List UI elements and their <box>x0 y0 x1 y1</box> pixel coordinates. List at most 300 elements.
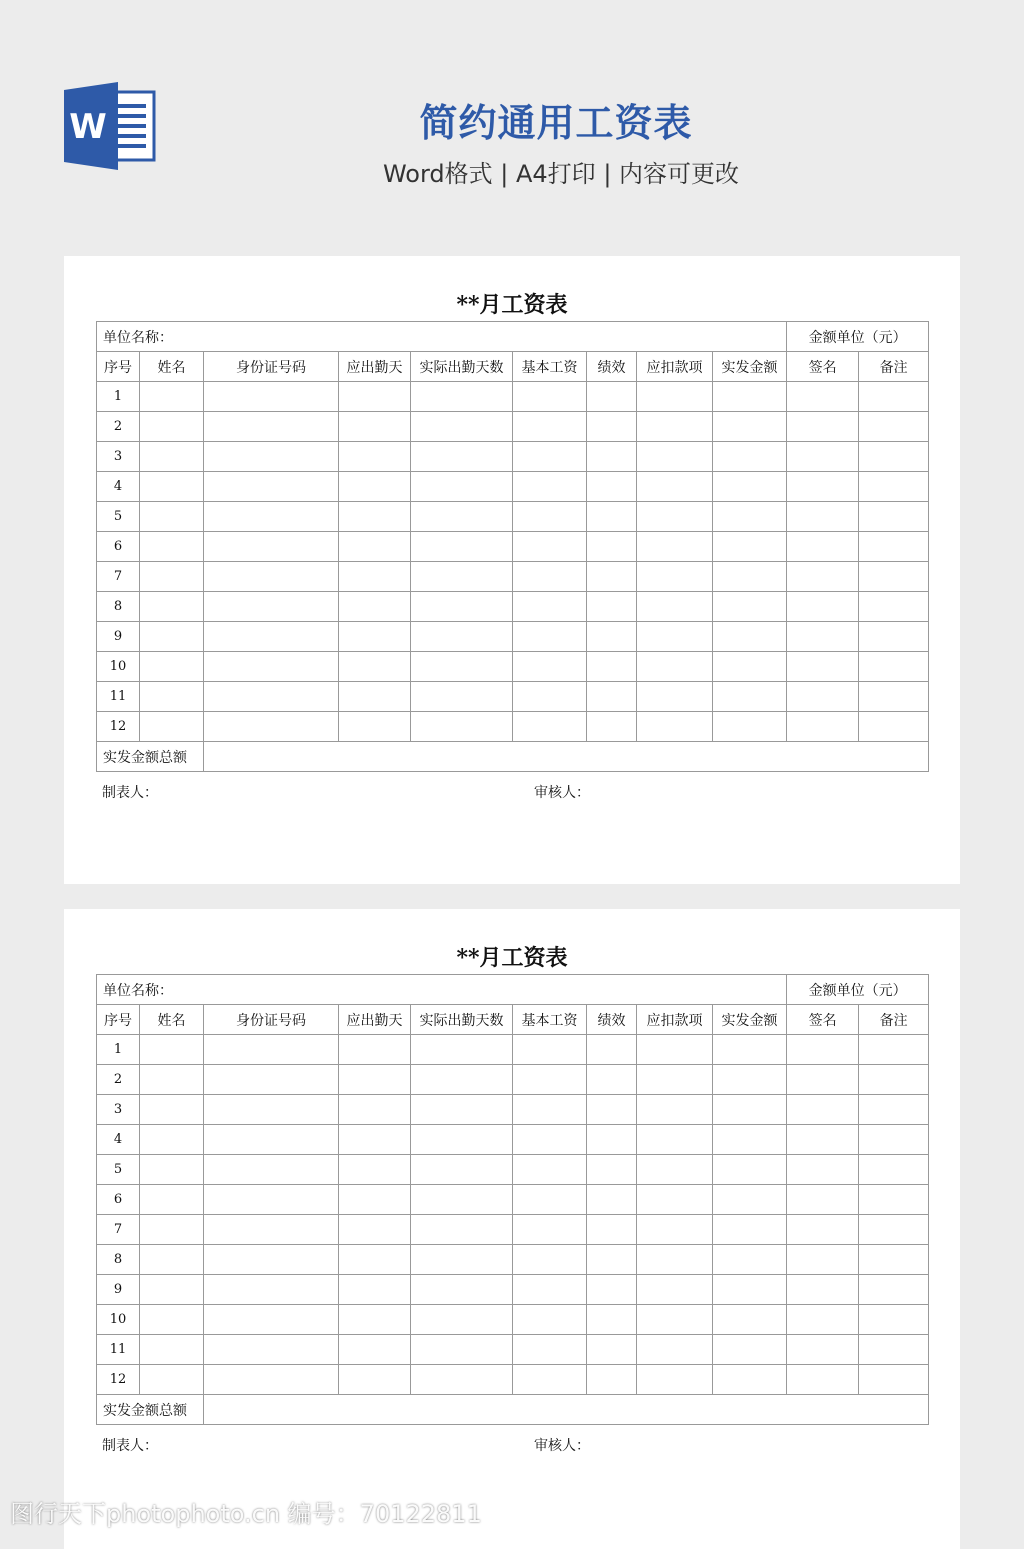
table-row <box>97 1095 929 1125</box>
table-cell[interactable] <box>411 622 513 652</box>
total-value-cell[interactable] <box>204 742 929 772</box>
table-cell[interactable] <box>859 1095 929 1125</box>
table-cell[interactable] <box>859 442 929 472</box>
table-cell[interactable] <box>587 412 637 442</box>
table-row <box>97 1365 929 1395</box>
table-cell[interactable] <box>859 1155 929 1185</box>
table-cell[interactable] <box>513 592 587 622</box>
table-cell[interactable] <box>713 1305 787 1335</box>
table-cell[interactable] <box>204 1155 339 1185</box>
table-cell[interactable] <box>587 502 637 532</box>
table-cell[interactable] <box>787 562 859 592</box>
table-cell[interactable] <box>787 1365 859 1395</box>
table-cell[interactable] <box>140 712 204 742</box>
table-cell[interactable] <box>713 1365 787 1395</box>
table-cell[interactable] <box>637 532 713 562</box>
table-cell[interactable] <box>204 712 339 742</box>
table-row <box>97 682 929 712</box>
table-cell[interactable] <box>637 412 713 442</box>
table-cell[interactable] <box>787 1245 859 1275</box>
column-header: 绩效 <box>587 352 637 382</box>
table-cell[interactable] <box>587 652 637 682</box>
unit-name-label: 单位名称： <box>97 322 787 352</box>
table-cell[interactable] <box>411 382 513 412</box>
table-cell[interactable] <box>587 1245 637 1275</box>
table-cell[interactable] <box>204 502 339 532</box>
table-cell[interactable] <box>713 1065 787 1095</box>
table-cell[interactable] <box>204 592 339 622</box>
column-header: 实际出勤天数 <box>411 352 513 382</box>
table-cell[interactable] <box>513 1245 587 1275</box>
table-cell[interactable] <box>713 1245 787 1275</box>
table-cell[interactable] <box>637 442 713 472</box>
table-cell[interactable] <box>859 1125 929 1155</box>
table-cell[interactable] <box>204 682 339 712</box>
table-cell[interactable] <box>637 592 713 622</box>
table-cell[interactable] <box>587 712 637 742</box>
table-cell[interactable] <box>859 712 929 742</box>
table-cell[interactable] <box>140 1065 204 1095</box>
table-cell[interactable] <box>587 592 637 622</box>
table-cell[interactable] <box>204 1185 339 1215</box>
table-cell[interactable] <box>713 532 787 562</box>
table-cell[interactable] <box>787 1335 859 1365</box>
table-row <box>97 592 929 622</box>
table-cell[interactable] <box>513 1125 587 1155</box>
table-cell[interactable] <box>140 622 204 652</box>
amount-unit-label: 金额单位（元） <box>787 322 929 352</box>
table-cell[interactable] <box>339 502 411 532</box>
table-cell[interactable] <box>859 502 929 532</box>
total-label: 实发金额总额 <box>97 742 204 772</box>
table-row <box>97 382 929 412</box>
sheet-title: **月工资表 <box>456 292 568 318</box>
table-cell[interactable] <box>787 682 859 712</box>
table-cell[interactable] <box>339 652 411 682</box>
table-cell[interactable] <box>411 712 513 742</box>
table-cell[interactable] <box>204 1335 339 1365</box>
table-cell[interactable] <box>787 712 859 742</box>
column-header: 签名 <box>787 1005 859 1035</box>
table-cell[interactable] <box>787 1215 859 1245</box>
table-cell[interactable] <box>859 652 929 682</box>
table-cell[interactable] <box>339 1125 411 1155</box>
row-number: 1 <box>97 382 140 412</box>
table-cell[interactable] <box>513 1275 587 1305</box>
table-cell[interactable] <box>587 382 637 412</box>
table-cell[interactable] <box>204 412 339 442</box>
table-cell[interactable] <box>411 1035 513 1065</box>
table-cell[interactable] <box>587 1125 637 1155</box>
table-cell[interactable] <box>339 1215 411 1245</box>
table-cell[interactable] <box>204 1125 339 1155</box>
table-cell[interactable] <box>204 1245 339 1275</box>
table-row <box>97 1155 929 1185</box>
table-cell[interactable] <box>513 382 587 412</box>
table-cell[interactable] <box>140 1335 204 1365</box>
table-cell[interactable] <box>140 412 204 442</box>
table-cell[interactable] <box>204 382 339 412</box>
table-cell[interactable] <box>140 1125 204 1155</box>
table-row <box>97 1035 929 1065</box>
table-cell[interactable] <box>411 1245 513 1275</box>
table-cell[interactable] <box>713 622 787 652</box>
table-cell[interactable] <box>411 412 513 442</box>
table-cell[interactable] <box>713 1275 787 1305</box>
table-cell[interactable] <box>513 1215 587 1245</box>
table-cell[interactable] <box>513 1305 587 1335</box>
table-cell[interactable] <box>411 1335 513 1365</box>
table-cell[interactable] <box>787 592 859 622</box>
table-cell[interactable] <box>859 682 929 712</box>
table-cell[interactable] <box>637 1185 713 1215</box>
table-cell[interactable] <box>411 1215 513 1245</box>
table-cell[interactable] <box>513 1335 587 1365</box>
table-cell[interactable] <box>140 1245 204 1275</box>
table-cell[interactable] <box>637 1245 713 1275</box>
table-cell[interactable] <box>140 562 204 592</box>
table-cell[interactable] <box>204 1215 339 1245</box>
table-cell[interactable] <box>859 1215 929 1245</box>
table-cell[interactable] <box>787 652 859 682</box>
table-cell[interactable] <box>339 592 411 622</box>
table-cell[interactable] <box>587 532 637 562</box>
table-cell[interactable] <box>339 622 411 652</box>
table-cell[interactable] <box>140 442 204 472</box>
table-row <box>97 1185 929 1215</box>
row-number: 5 <box>97 502 140 532</box>
svg-text:W: W <box>69 107 107 147</box>
table-cell[interactable] <box>587 1365 637 1395</box>
table-cell[interactable] <box>713 412 787 442</box>
table-cell[interactable] <box>411 532 513 562</box>
table-cell[interactable] <box>411 1275 513 1305</box>
table-cell[interactable] <box>411 472 513 502</box>
table-cell[interactable] <box>713 382 787 412</box>
table-cell[interactable] <box>140 382 204 412</box>
row-number: 7 <box>97 1215 140 1245</box>
table-cell[interactable] <box>140 502 204 532</box>
table-cell[interactable] <box>637 382 713 412</box>
column-header: 签名 <box>787 352 859 382</box>
table-cell[interactable] <box>513 412 587 442</box>
table-cell[interactable] <box>513 1155 587 1185</box>
table-cell[interactable] <box>787 382 859 412</box>
table-cell[interactable] <box>513 472 587 502</box>
table-cell[interactable] <box>587 1215 637 1245</box>
table-cell[interactable] <box>513 1095 587 1125</box>
table-cell[interactable] <box>859 1335 929 1365</box>
column-header-row <box>97 352 929 382</box>
table-cell[interactable] <box>204 1065 339 1095</box>
table-cell[interactable] <box>713 682 787 712</box>
table-cell[interactable] <box>204 1305 339 1335</box>
column-header: 基本工资 <box>513 352 587 382</box>
table-cell[interactable] <box>140 682 204 712</box>
table-cell[interactable] <box>637 1335 713 1365</box>
table-cell[interactable] <box>859 1185 929 1215</box>
page-title: 简约通用工资表 <box>419 101 693 145</box>
row-number: 1 <box>97 1035 140 1065</box>
table-cell[interactable] <box>787 1185 859 1215</box>
table-cell[interactable] <box>411 1185 513 1215</box>
table-cell[interactable] <box>339 1335 411 1365</box>
table-cell[interactable] <box>713 1125 787 1155</box>
table-cell[interactable] <box>204 652 339 682</box>
table-cell[interactable] <box>713 1215 787 1245</box>
table-cell[interactable] <box>859 382 929 412</box>
table-cell[interactable] <box>637 1065 713 1095</box>
table-cell[interactable] <box>787 1065 859 1095</box>
table-cell[interactable] <box>637 682 713 712</box>
table-cell[interactable] <box>339 712 411 742</box>
column-header-row <box>97 1005 929 1035</box>
table-cell[interactable] <box>411 682 513 712</box>
row-number: 6 <box>97 1185 140 1215</box>
table-cell[interactable] <box>411 1095 513 1125</box>
table-cell[interactable] <box>339 442 411 472</box>
table-cell[interactable] <box>339 382 411 412</box>
table-cell[interactable] <box>339 1095 411 1125</box>
table-cell[interactable] <box>587 1335 637 1365</box>
table-cell[interactable] <box>713 562 787 592</box>
row-number: 12 <box>97 1365 140 1395</box>
table-cell[interactable] <box>713 1035 787 1065</box>
row-number: 8 <box>97 592 140 622</box>
table-cell[interactable] <box>140 592 204 622</box>
row-number: 4 <box>97 1125 140 1155</box>
table-cell[interactable] <box>787 1275 859 1305</box>
table-cell[interactable] <box>859 1365 929 1395</box>
table-cell[interactable] <box>637 652 713 682</box>
table-cell[interactable] <box>859 472 929 502</box>
table-cell[interactable] <box>411 1305 513 1335</box>
table-cell[interactable] <box>859 1035 929 1065</box>
table-cell[interactable] <box>859 562 929 592</box>
table-cell[interactable] <box>587 622 637 652</box>
table-cell[interactable] <box>204 472 339 502</box>
table-cell[interactable] <box>637 472 713 502</box>
table-cell[interactable] <box>637 1155 713 1185</box>
table-cell[interactable] <box>859 1275 929 1305</box>
table-cell[interactable] <box>140 1035 204 1065</box>
table-cell[interactable] <box>140 1095 204 1125</box>
table-cell[interactable] <box>339 682 411 712</box>
table-cell[interactable] <box>859 1245 929 1275</box>
table-cell[interactable] <box>411 502 513 532</box>
table-cell[interactable] <box>339 1185 411 1215</box>
table-cell[interactable] <box>411 592 513 622</box>
table-cell[interactable] <box>637 712 713 742</box>
table-cell[interactable] <box>787 532 859 562</box>
table-cell[interactable] <box>140 472 204 502</box>
table-cell[interactable] <box>339 412 411 442</box>
table-cell[interactable] <box>140 1275 204 1305</box>
table-cell[interactable] <box>713 592 787 622</box>
table-cell[interactable] <box>787 472 859 502</box>
table-cell[interactable] <box>787 1155 859 1185</box>
total-value-cell[interactable] <box>204 1395 929 1425</box>
table-cell[interactable] <box>339 1305 411 1335</box>
table-cell[interactable] <box>411 1125 513 1155</box>
table-cell[interactable] <box>513 442 587 472</box>
table-cell[interactable] <box>513 712 587 742</box>
table-cell[interactable] <box>859 592 929 622</box>
table-cell[interactable] <box>637 1365 713 1395</box>
table-cell[interactable] <box>411 442 513 472</box>
table-row <box>97 1305 929 1335</box>
table-cell[interactable] <box>787 502 859 532</box>
table-cell[interactable] <box>637 622 713 652</box>
column-header: 应扣款项 <box>637 1005 713 1035</box>
column-header: 身份证号码 <box>204 1005 339 1035</box>
table-cell[interactable] <box>787 442 859 472</box>
table-row <box>97 1335 929 1365</box>
table-cell[interactable] <box>339 562 411 592</box>
table-cell[interactable] <box>587 682 637 712</box>
table-cell[interactable] <box>859 412 929 442</box>
table-cell[interactable] <box>204 1275 339 1305</box>
column-header: 基本工资 <box>513 1005 587 1035</box>
table-cell[interactable] <box>339 1245 411 1275</box>
table-cell[interactable] <box>140 1305 204 1335</box>
total-row <box>97 742 929 772</box>
column-header: 绩效 <box>587 1005 637 1035</box>
table-cell[interactable] <box>637 1095 713 1125</box>
table-cell[interactable] <box>140 1185 204 1215</box>
unit-row <box>97 975 929 1005</box>
table-cell[interactable] <box>713 712 787 742</box>
table-cell[interactable] <box>713 502 787 532</box>
table-cell[interactable] <box>587 442 637 472</box>
payroll-table <box>96 974 929 1425</box>
table-cell[interactable] <box>411 1155 513 1185</box>
amount-unit-label: 金额单位（元） <box>787 975 929 1005</box>
maker-label: 制表人： <box>102 785 158 801</box>
table-cell[interactable] <box>859 532 929 562</box>
table-cell[interactable] <box>787 1095 859 1125</box>
table-cell[interactable] <box>859 1305 929 1335</box>
table-cell[interactable] <box>339 1275 411 1305</box>
table-cell[interactable] <box>637 562 713 592</box>
table-row <box>97 442 929 472</box>
table-cell[interactable] <box>339 532 411 562</box>
table-cell[interactable] <box>713 652 787 682</box>
table-cell[interactable] <box>587 562 637 592</box>
table-cell[interactable] <box>587 1155 637 1185</box>
table-cell[interactable] <box>204 532 339 562</box>
table-cell[interactable] <box>140 1365 204 1395</box>
table-cell[interactable] <box>411 562 513 592</box>
row-number: 12 <box>97 712 140 742</box>
table-cell[interactable] <box>513 532 587 562</box>
table-cell[interactable] <box>787 622 859 652</box>
payroll-table <box>96 321 929 772</box>
column-header: 姓名 <box>140 1005 204 1035</box>
table-cell[interactable] <box>637 1275 713 1305</box>
table-cell[interactable] <box>713 442 787 472</box>
table-cell[interactable] <box>513 1065 587 1095</box>
table-cell[interactable] <box>339 1065 411 1095</box>
table-cell[interactable] <box>859 1065 929 1095</box>
unit-row <box>97 322 929 352</box>
table-row <box>97 562 929 592</box>
table-cell[interactable] <box>587 1035 637 1065</box>
table-cell[interactable] <box>637 1125 713 1155</box>
table-cell[interactable] <box>513 1185 587 1215</box>
table-cell[interactable] <box>587 472 637 502</box>
table-cell[interactable] <box>713 1155 787 1185</box>
table-cell[interactable] <box>411 1365 513 1395</box>
table-cell[interactable] <box>787 1305 859 1335</box>
table-cell[interactable] <box>787 1125 859 1155</box>
table-cell[interactable] <box>140 1155 204 1185</box>
table-cell[interactable] <box>587 1305 637 1335</box>
table-cell[interactable] <box>339 1365 411 1395</box>
table-row <box>97 502 929 532</box>
table-cell[interactable] <box>713 472 787 502</box>
table-cell[interactable] <box>587 1275 637 1305</box>
table-cell[interactable] <box>204 562 339 592</box>
table-cell[interactable] <box>339 472 411 502</box>
table-cell[interactable] <box>140 1215 204 1245</box>
row-number: 2 <box>97 412 140 442</box>
table-cell[interactable] <box>713 1335 787 1365</box>
payroll-sheet-2 <box>64 909 960 1549</box>
table-cell[interactable] <box>140 532 204 562</box>
table-cell[interactable] <box>339 1035 411 1065</box>
table-cell[interactable] <box>587 1185 637 1215</box>
table-cell[interactable] <box>339 1155 411 1185</box>
table-cell[interactable] <box>513 1365 587 1395</box>
table-cell[interactable] <box>513 682 587 712</box>
column-header: 实发金额 <box>713 1005 787 1035</box>
table-cell[interactable] <box>204 1035 339 1065</box>
table-cell[interactable] <box>204 1365 339 1395</box>
column-header: 应出勤天 <box>339 352 411 382</box>
table-cell[interactable] <box>787 412 859 442</box>
table-cell[interactable] <box>637 1035 713 1065</box>
table-cell[interactable] <box>787 1035 859 1065</box>
table-cell[interactable] <box>204 1095 339 1125</box>
table-cell[interactable] <box>204 442 339 472</box>
table-cell[interactable] <box>859 622 929 652</box>
column-header: 序号 <box>97 1005 140 1035</box>
table-cell[interactable] <box>513 502 587 532</box>
table-cell[interactable] <box>587 1065 637 1095</box>
table-cell[interactable] <box>637 1215 713 1245</box>
column-header: 实发金额 <box>713 352 787 382</box>
table-cell[interactable] <box>513 622 587 652</box>
table-cell[interactable] <box>513 1035 587 1065</box>
table-cell[interactable] <box>637 502 713 532</box>
table-row <box>97 1125 929 1155</box>
table-cell[interactable] <box>637 1305 713 1335</box>
table-cell[interactable] <box>140 652 204 682</box>
table-row <box>97 532 929 562</box>
table-cell[interactable] <box>587 1095 637 1125</box>
table-cell[interactable] <box>411 1065 513 1095</box>
table-cell[interactable] <box>204 622 339 652</box>
row-number: 5 <box>97 1155 140 1185</box>
row-number: 10 <box>97 1305 140 1335</box>
table-cell[interactable] <box>513 562 587 592</box>
table-cell[interactable] <box>713 1185 787 1215</box>
table-cell[interactable] <box>513 652 587 682</box>
table-cell[interactable] <box>411 652 513 682</box>
table-cell[interactable] <box>713 1095 787 1125</box>
unit-name-label: 单位名称： <box>97 975 787 1005</box>
